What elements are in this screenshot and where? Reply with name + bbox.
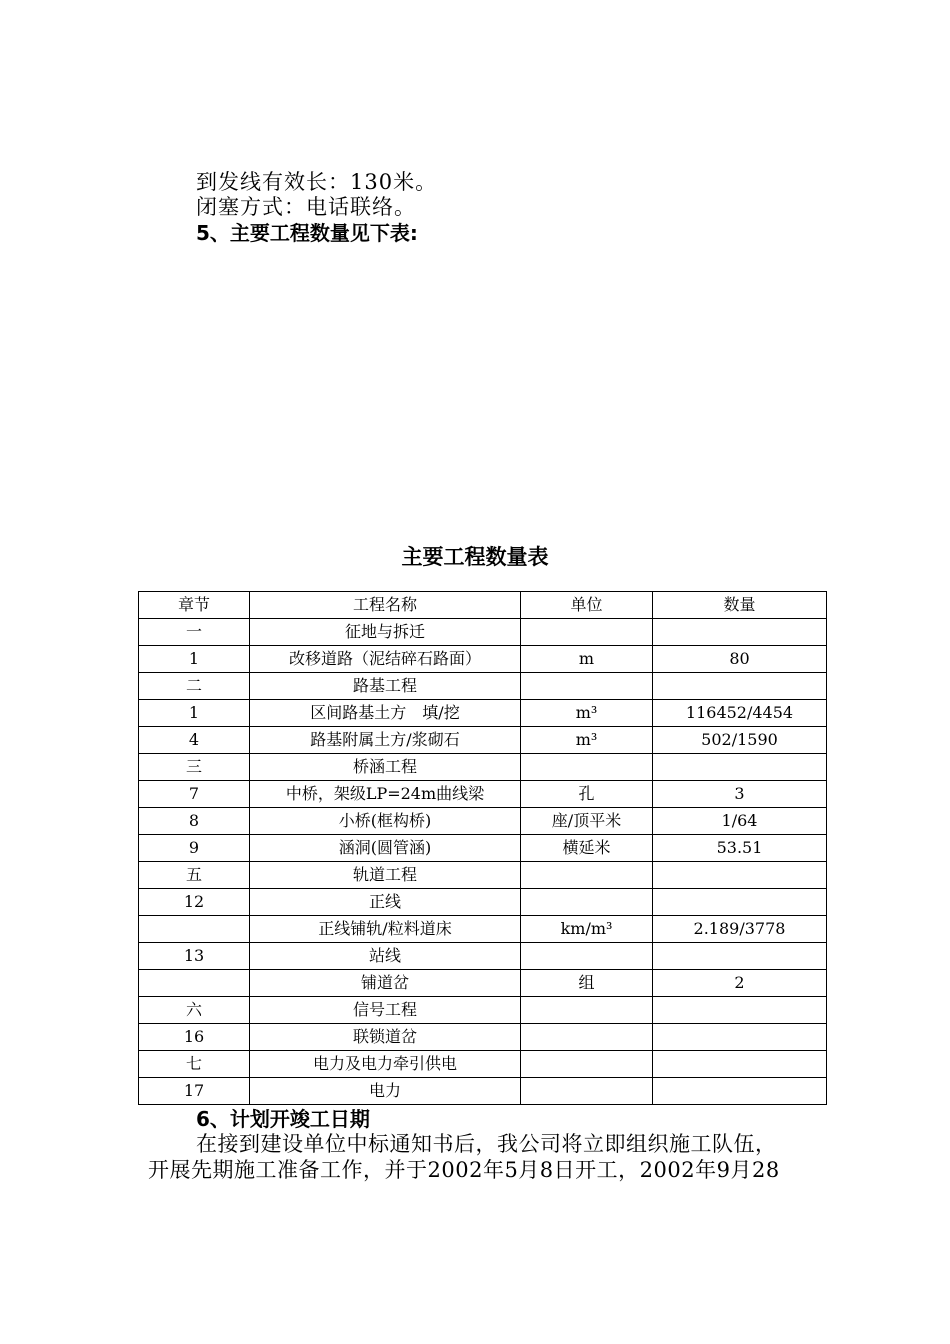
cell-chapter: 16: [139, 1024, 250, 1051]
cell-unit: km/m³: [521, 916, 653, 943]
body-text-line-1: 在接到建设单位中标通知书后，我公司将立即组织施工队伍，: [196, 1132, 777, 1156]
cell-item-name: 铺道岔: [250, 970, 521, 997]
table-row: [139, 646, 827, 673]
table-row: [139, 1051, 827, 1078]
cell-item-name: 涵洞(圆管涵): [250, 835, 521, 862]
cell-quantity: [653, 673, 827, 700]
table-row: [139, 754, 827, 781]
cell-chapter: [139, 970, 250, 997]
cell-chapter: 7: [139, 781, 250, 808]
cell-item-name: 电力: [250, 1078, 521, 1105]
cell-unit: [521, 943, 653, 970]
cell-quantity: 1/64: [653, 808, 827, 835]
cell-chapter: 1: [139, 700, 250, 727]
cell-chapter: 一: [139, 619, 250, 646]
table-title: 主要工程数量表: [401, 545, 549, 569]
cell-unit: 横延米: [521, 835, 653, 862]
header-chapter: 章节: [139, 592, 250, 619]
cell-item-name: 联锁道岔: [250, 1024, 521, 1051]
cell-quantity: 2: [653, 970, 827, 997]
cell-chapter: 五: [139, 862, 250, 889]
section-heading-5: 5、主要工程数量见下表:: [196, 221, 418, 245]
cell-item-name: 区间路基土方 填/挖: [250, 700, 521, 727]
quantity-table: [138, 591, 827, 1105]
table-row: [139, 835, 827, 862]
cell-unit: 组: [521, 970, 653, 997]
cell-item-name: 站线: [250, 943, 521, 970]
cell-quantity: [653, 889, 827, 916]
table-row: [139, 673, 827, 700]
cell-unit: [521, 619, 653, 646]
table-row: [139, 1078, 827, 1105]
cell-unit: [521, 1024, 653, 1051]
header-unit: 单位: [521, 592, 653, 619]
cell-item-name: 路基附属土方/浆砌石: [250, 727, 521, 754]
cell-item-name: 正线: [250, 889, 521, 916]
section-heading-6: 6、计划开竣工日期: [196, 1107, 370, 1131]
cell-quantity: [653, 997, 827, 1024]
cell-unit: 孔: [521, 781, 653, 808]
cell-chapter: 1: [139, 646, 250, 673]
cell-chapter: 13: [139, 943, 250, 970]
table-row: [139, 700, 827, 727]
table-row: [139, 808, 827, 835]
table-row: [139, 727, 827, 754]
cell-quantity: 80: [653, 646, 827, 673]
table-row: [139, 619, 827, 646]
cell-quantity: 116452/4454: [653, 700, 827, 727]
cell-item-name: 桥涵工程: [250, 754, 521, 781]
table-header-row: [139, 592, 827, 619]
cell-quantity: [653, 862, 827, 889]
cell-quantity: 3: [653, 781, 827, 808]
cell-unit: m³: [521, 727, 653, 754]
cell-unit: 座/顶平米: [521, 808, 653, 835]
cell-item-name: 小桥(框构桥): [250, 808, 521, 835]
body-text-line-2: 开展先期施工准备工作，并于2002年5月8日开工，2002年9月28: [148, 1158, 780, 1182]
cell-chapter: 六: [139, 997, 250, 1024]
cell-chapter: 4: [139, 727, 250, 754]
cell-chapter: [139, 916, 250, 943]
cell-chapter: 七: [139, 1051, 250, 1078]
cell-chapter: 9: [139, 835, 250, 862]
cell-unit: m: [521, 646, 653, 673]
cell-item-name: 信号工程: [250, 997, 521, 1024]
cell-item-name: 轨道工程: [250, 862, 521, 889]
text-line-block-method: 闭塞方式：电话联络。: [196, 195, 416, 219]
table-row: [139, 889, 827, 916]
cell-chapter: 二: [139, 673, 250, 700]
table-row: [139, 1024, 827, 1051]
cell-quantity: [653, 943, 827, 970]
cell-quantity: [653, 754, 827, 781]
text-line-effective-length: 到发线有效长：130米。: [196, 170, 438, 194]
table-row: [139, 997, 827, 1024]
cell-quantity: [653, 619, 827, 646]
cell-item-name: 电力及电力牵引供电: [250, 1051, 521, 1078]
table-row: [139, 862, 827, 889]
cell-quantity: 502/1590: [653, 727, 827, 754]
cell-unit: m³: [521, 700, 653, 727]
table-body: [139, 619, 827, 1105]
header-quantity: 数量: [653, 592, 827, 619]
cell-unit: [521, 997, 653, 1024]
cell-quantity: [653, 1078, 827, 1105]
cell-unit: [521, 862, 653, 889]
table-row: [139, 916, 827, 943]
cell-chapter: 17: [139, 1078, 250, 1105]
cell-unit: [521, 889, 653, 916]
table-row: [139, 970, 827, 997]
header-item-name: 工程名称: [250, 592, 521, 619]
cell-item-name: 征地与拆迁: [250, 619, 521, 646]
cell-unit: [521, 754, 653, 781]
cell-quantity: 2.189/3778: [653, 916, 827, 943]
cell-chapter: 8: [139, 808, 250, 835]
cell-quantity: 53.51: [653, 835, 827, 862]
cell-unit: [521, 1051, 653, 1078]
cell-item-name: 改移道路（泥结碎石路面）: [250, 646, 521, 673]
cell-unit: [521, 673, 653, 700]
cell-quantity: [653, 1024, 827, 1051]
cell-unit: [521, 1078, 653, 1105]
cell-quantity: [653, 1051, 827, 1078]
cell-chapter: 12: [139, 889, 250, 916]
cell-item-name: 正线铺轨/粒料道床: [250, 916, 521, 943]
table-row: [139, 781, 827, 808]
cell-item-name: 中桥，架级LP=24m曲线梁: [250, 781, 521, 808]
cell-chapter: 三: [139, 754, 250, 781]
cell-item-name: 路基工程: [250, 673, 521, 700]
table-row: [139, 943, 827, 970]
